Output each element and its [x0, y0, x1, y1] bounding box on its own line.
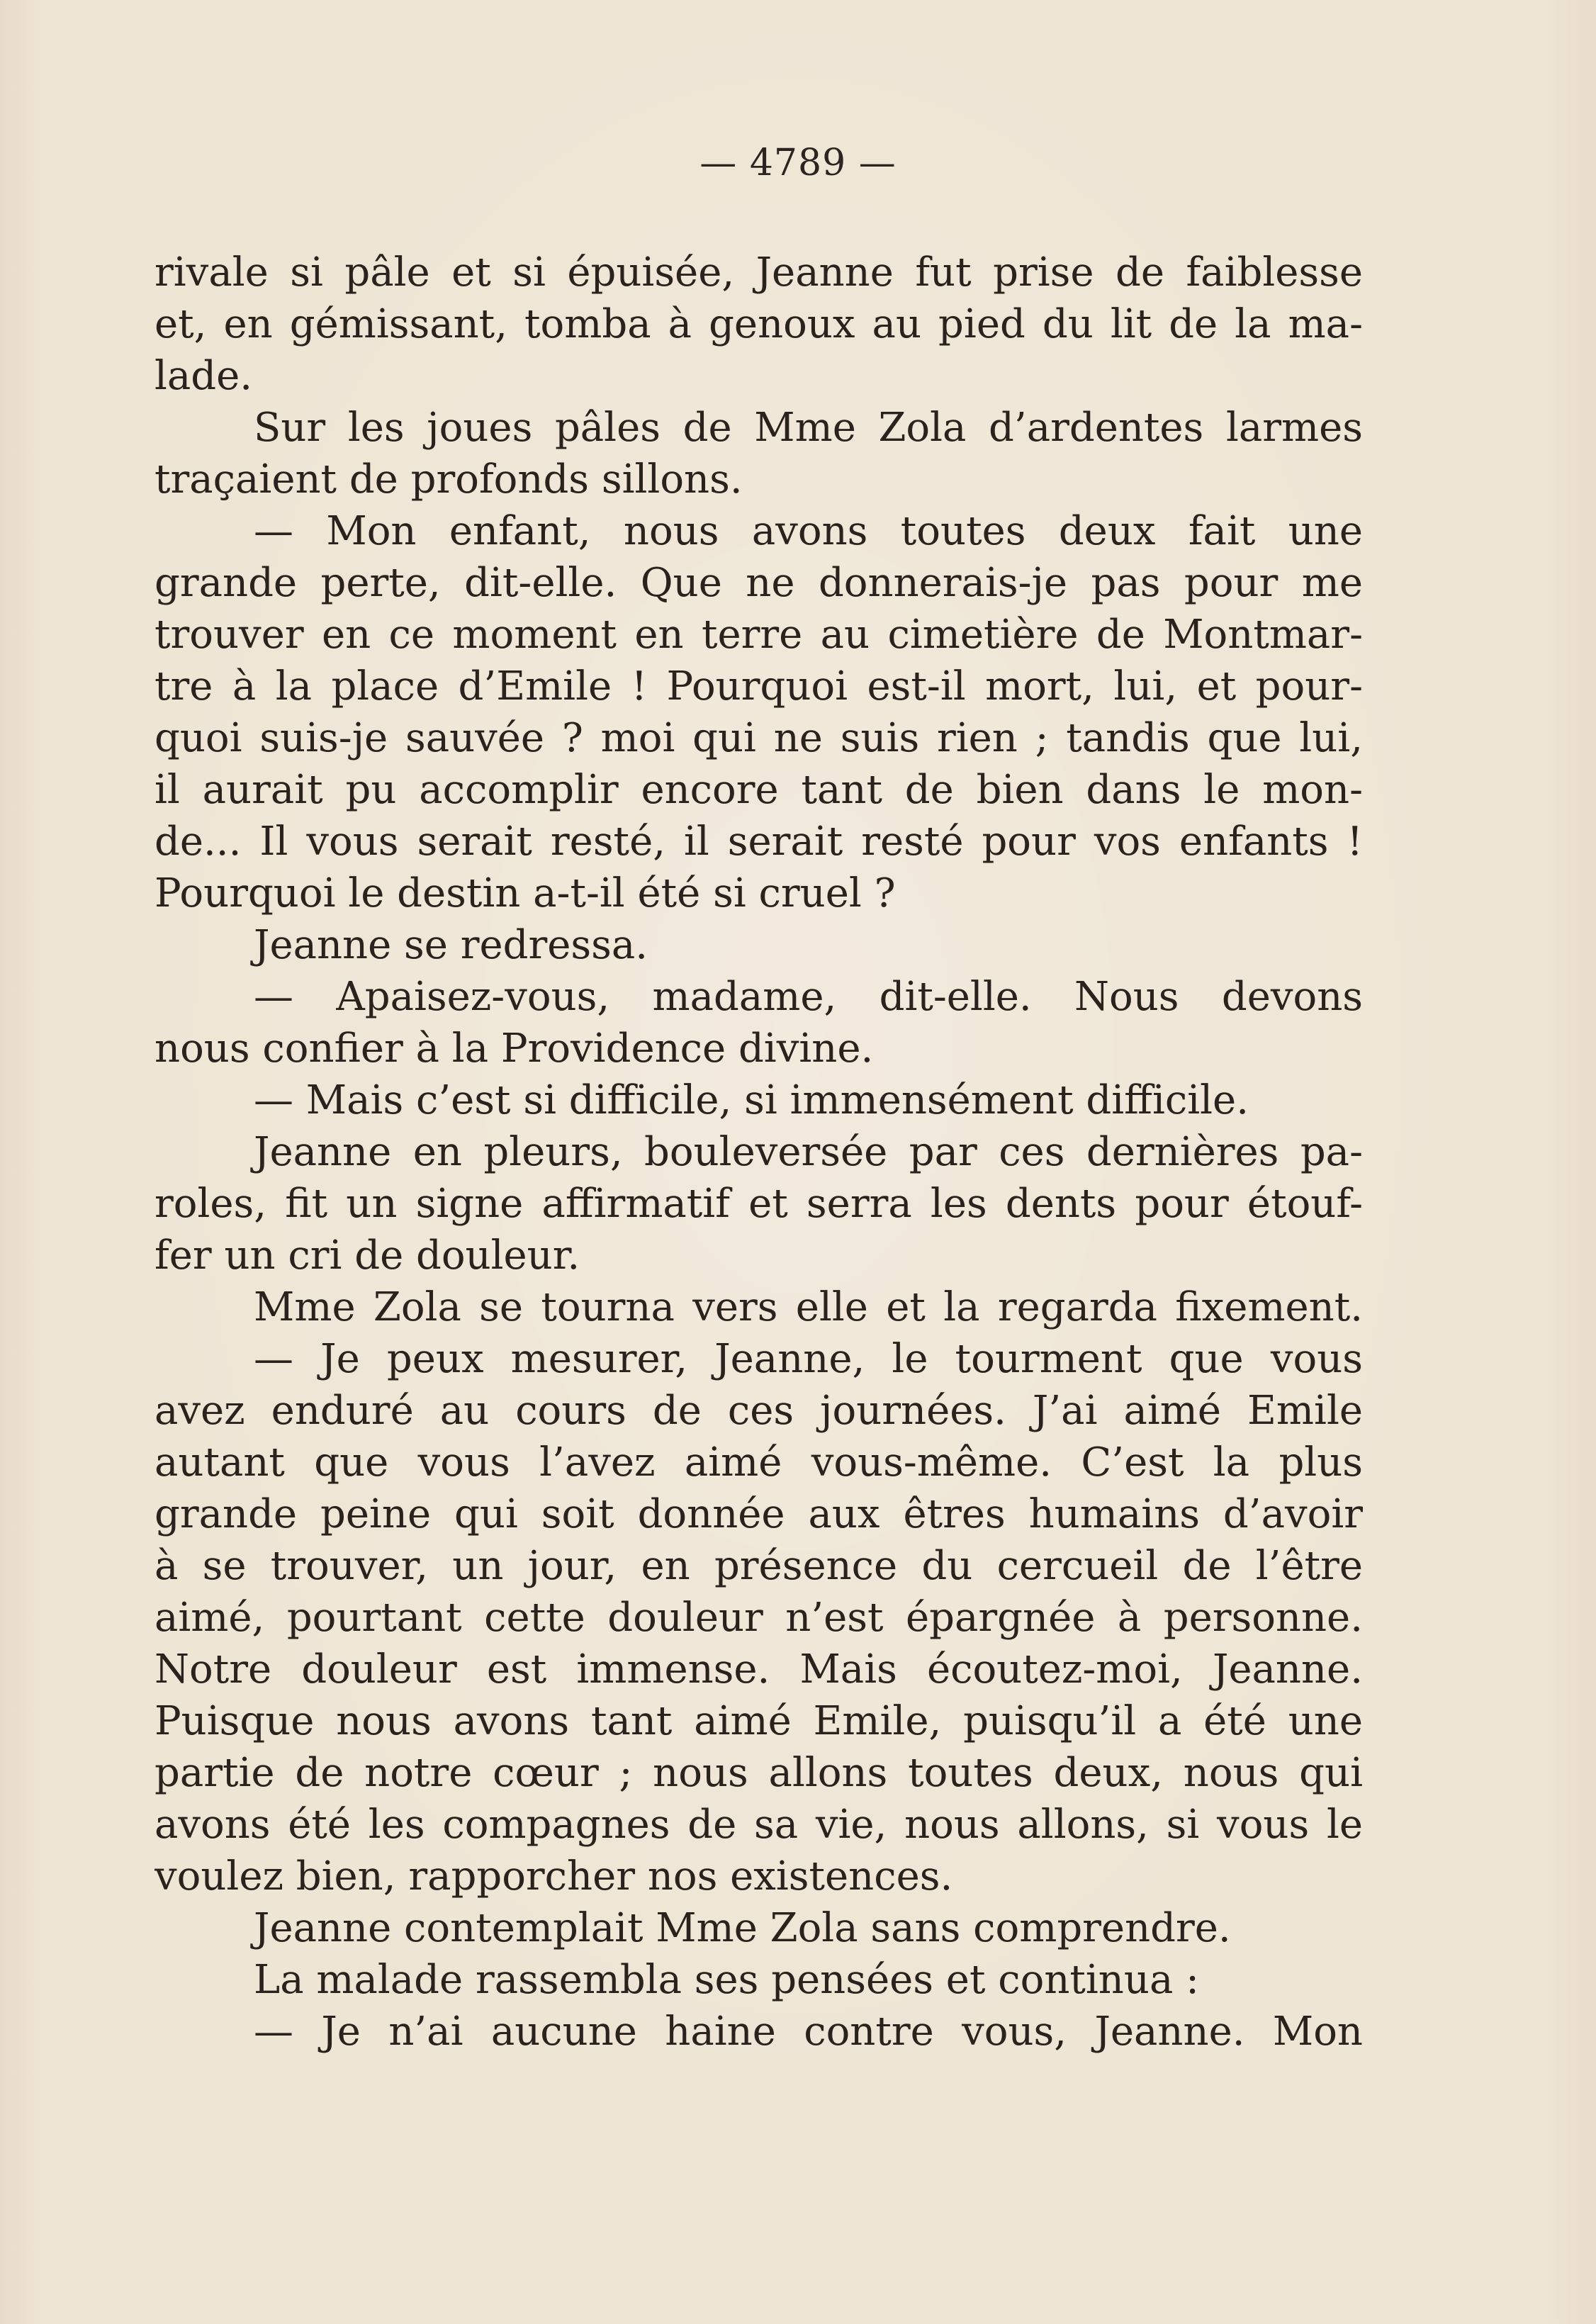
text-line: traçaient de profonds sillons. [154, 456, 743, 503]
text-line: aimé, pourtant cette douleur n’est épargnée à personne. [154, 1595, 1363, 1641]
text-line: tre à la place d’Emile ! Pourquoi est-il mort, lui, et pour- [154, 663, 1363, 709]
text-line: Mme Zola se tourna vers elle et la regarda fixement. [254, 1284, 1363, 1330]
text-line: nous confier à la Providence divine. [154, 1026, 874, 1072]
text-line: grande peine qui soit donnée aux êtres humains d’avoir [154, 1491, 1363, 1537]
text-line: voulez bien, rapporcher nos existences. [154, 1853, 953, 1899]
text-line: Sur les joues pâles de Mme Zola d’ardentes larmes [254, 405, 1363, 451]
text-line: de... Il vous serait resté, il serait resté pour vos enfants ! [154, 819, 1363, 865]
text-line: rivale si pâle et si épuisée, Jeanne fut prise de faiblesse [154, 249, 1363, 296]
text-line: trouver en ce moment en terre au cimetière de Montmar- [154, 612, 1363, 658]
text-line: avez enduré au cours de ces journées. J’ai aimé Emile [154, 1388, 1363, 1434]
text-line: Jeanne se redressa. [254, 922, 648, 968]
text-line: avons été les compagnes de sa vie, nous allons, si vous le [154, 1802, 1363, 1848]
text-line: Notre douleur est immense. Mais écoutez-moi, Jeanne. [154, 1646, 1363, 1693]
text-line: — Je n’ai aucune haine contre vous, Jeanne. Mon [254, 2009, 1363, 2055]
text-line: — Apaisez-vous, madame, dit-elle. Nous devons [254, 974, 1363, 1020]
text-line: La malade rassembla ses pensées et continua : [254, 1957, 1199, 2003]
text-line: fer un cri de douleur. [154, 1233, 580, 1279]
text-line: Jeanne en pleurs, bouleversée par ces dernières pa- [254, 1129, 1363, 1175]
text-line: roles, fit un signe affirmatif et serra les dents pour étouf- [154, 1181, 1363, 1227]
text-line: Pourquoi le destin a-t-il été si cruel ? [154, 870, 896, 916]
text-line: et, en gémissant, tomba à genoux au pied du lit de la ma- [154, 301, 1363, 347]
text-line: — Mon enfant, nous avons toutes deux fait une [254, 508, 1363, 554]
text-line: Jeanne contemplait Mme Zola sans comprendre. [254, 1905, 1231, 1951]
text-line: partie de notre cœur ; nous allons toutes deux, nous qui [154, 1750, 1363, 1796]
text-line: il aurait pu accomplir encore tant de bien dans le mon- [154, 767, 1363, 813]
text-line: grande perte, dit-elle. Que ne donnerais-je pas pour me [154, 560, 1363, 606]
text-line: autant que vous l’avez aimé vous-même. C’est la plus [154, 1439, 1363, 1486]
body-text [154, 247, 1363, 2058]
text-line: — Mais c’est si difficile, si immensément difficile. [254, 1077, 1249, 1123]
text-line: — Je peux mesurer, Jeanne, le tourment que vous [254, 1336, 1363, 1382]
text-line: quoi suis-je sauvée ? moi qui ne suis rien ; tandis que lui, [154, 715, 1363, 761]
text-line: à se trouver, un jour, en présence du cercueil de l’être [154, 1543, 1363, 1589]
text-line: lade. [154, 353, 253, 399]
page-number: — 4789 — [699, 142, 897, 184]
text-line: Puisque nous avons tant aimé Emile, puisqu’il a été une [154, 1698, 1363, 1744]
